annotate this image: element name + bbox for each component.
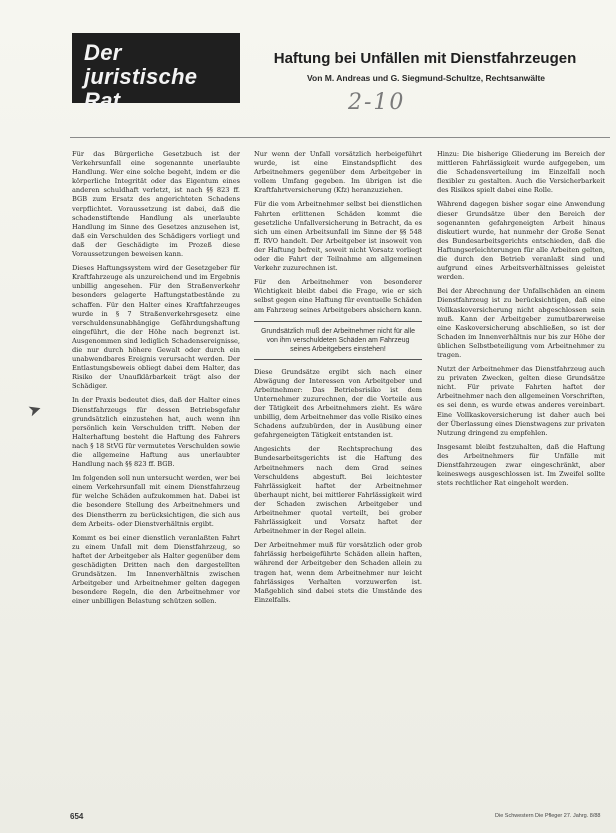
column-1: [72, 150, 240, 810]
paragraph: Dieses Haftungssystem wird der Gesetzgeber für Kraftfahrzeuge als unzureichend und im Ergebnis unbillig angesehen. Für den Straßenverkehr besonders gelagerte Haftungstatbestände zu schaffen. Für den Halter eines Kraftfahrzeuges wurde in § 7 Straßenverkehrsgesetz eine verschuldensunabhängige Gefährdungshaftung eingeführt, die der Höhe nach begrenzt ist. Ausgenommen sind lediglich Schadensereignisse, die nur durch höhere Gewalt oder durch ein unabwendbares Ereignis verursacht werden. Der Entlastungsbeweis obliegt dabei dem Halter, das Risiko der Unaufklärbarkeit trägt also der Schädiger.: [72, 264, 240, 391]
pull-quote: [254, 321, 422, 360]
column-3: [437, 150, 605, 810]
paragraph: Nutzt der Arbeitnehmer das Dienstfahrzeug auch zu privaten Zwecken, gelten diese Grundsätze nicht. Für private Fahrten haftet der Arbeitnehmer nach den allgemeinen Vorschriften, es sei denn, es wurde etwas anderes vereinbart. Eine Vollkaskoversicherung ist daher auch bei der Überlassung eines Dienstwagens zur privaten Nutzung dringend zu empfehlen.: [437, 365, 605, 437]
paragraph: Insgesamt bleibt festzuhalten, daß die Haftung des Arbeitnehmers für Unfälle mit Dienstfahrzeugen zwar eingeschränkt, aber keineswegs ausgeschlossen ist. Im Zweifel sollte stets rechtlicher Rat eingeholt werden.: [437, 442, 605, 488]
pull-quote-text: Grundsätzlich muß der Arbeitnehmer nicht für alle von ihm verschuldeten Schäden am Fahrzeug seines Arbeitgebers einstehen!: [260, 327, 416, 353]
paragraph: Angesichts der Rechtsprechung des Bundesarbeitsgerichts ist die Haftung des Arbeitnehmers nach dem Grad seines Verschuldens abgestuft. Bei leichtester Fahrlässigkeit haftet der Arbeitnehmer überhaupt nicht, bei mittlerer Fahrlässigkeit wird der Schaden zwischen Arbeitgeber und Arbeitnehmer quotal verteilt, bei grober Fahrlässigkeit und Vorsatz haftet der Arbeitnehmer in der Regel allein.: [254, 445, 422, 536]
column-2: [254, 150, 422, 810]
article-byline: Von M. Andreas und G. Siegmund-Schultze, Rechtsanwälte: [306, 73, 546, 83]
paragraph: Nur wenn der Unfall vorsätzlich herbeigeführt wurde, ist eine Einstandspflicht des Arbeitnehmers gegenüber dem Arbeitgeber in vollem Umfang gegeben. Im übrigen ist die Kraftfahrtversicherung (Kfz) heranzuziehen.: [254, 150, 422, 195]
handwritten-note: 2-10: [348, 90, 406, 115]
article-title: Haftung bei Unfällen mit Dienstfahrzeugen: [273, 50, 577, 67]
paragraph: In der Praxis bedeutet dies, daß der Halter eines Dienstfahrzeugs für dessen Betriebsgefahr grundsätzlich einzustehen hat, auch wenn ihn persönlich kein Verschulden trifft. Neben der Halterhaftung besteht die Haftung des Fahrers nach § 18 StVG für vermutetes Verschulden sowie die allgemeine Haftung aus unerlaubter Handlung nach §§ 823 ff. BGB.: [72, 396, 240, 469]
section-badge: [72, 33, 240, 113]
paragraph: Im folgenden soll nun untersucht werden, wer bei einem Verkehrsunfall mit einem Dienstfahrzeug für welche Schäden aufzukommen hat. Dabei ist die besondere Stellung des Arbeitnehmers und des Dienstherrn zu berücksichtigen, die sich aus dem Arbeits- oder Dienstverhältnis ergibt.: [72, 474, 240, 528]
paragraph: Für die vom Arbeitnehmer selbst bei dienstlichen Fahrten erlittenen Schäden kommt die gesetzliche Unfallversicherung in Betracht, da es sich um einen Arbeitsunfall im Sinne der §§ 548 ff. RVO handelt. Der Arbeitgeber ist insoweit von der Haftung befreit, soweit nicht Vorsatz vorliegt oder die Fahrt der Teilnahme am allgemeinen Verkehr zuzurechnen ist.: [254, 200, 422, 273]
paragraph: Bei der Abrechnung der Unfallschäden an einem Dienstfahrzeug ist zu berücksichtigen, daß eine Vollkaskoversicherung nicht abgeschlossen sein muß. Kann der Arbeitgeber zumutbarerweise eine Kaskoversicherung abschließen, so ist der Schaden im Innenverhältnis nur bis zur Höhe der üblichen Selbstbeteiligung vom Arbeitnehmer zu tragen.: [437, 287, 605, 359]
paragraph: Kommt es bei einer dienstlich veranlaßten Fahrt zu einem Unfall mit dem Dienstfahrzeug, so haftet der Arbeitgeber als Halter gegenüber dem geschädigten Dritten nach den dargestellten Grundsätzen. Im Innenverhältnis zwischen Arbeitgeber und Arbeitnehmer gelten dagegen besondere Regeln, die den Arbeitnehmer vor einer unbilligen Belastung schützen sollen.: [72, 533, 240, 606]
paragraph: Für das Bürgerliche Gesetzbuch ist der Verkehrsunfall eine sogenannte unerlaubte Handlung. Wer eine solche begeht, indem er die körperliche Integrität oder das Eigentum eines anderen schuldhaft verletzt, ist nach §§ 823 ff. BGB zum Ersatz des angerichteten Schadens verpflichtet. Voraussetzung ist dabei, daß die schadenstiftende Handlung als unerlaubte Handlung im Sinne des Gesetzes anzusehen ist, daß ein Verschulden des Schädigers vorliegt und daß der Geschädigte im Prozeß diese Voraussetzungen beweisen kann.: [72, 150, 240, 259]
publication-footer: Die Schwestern Die Pfleger 27. Jahrg. 8/88: [495, 813, 601, 819]
paragraph: Für den Arbeitnehmer von besonderer Wichtigkeit bleibt dabei die Frage, wie er sich selbst gegen eine Haftung für eventuelle Schäden am Fahrzeug seines Arbeitgebers absichern kann.: [254, 278, 422, 314]
margin-arrow-icon: ➤: [25, 398, 45, 421]
page-number: 654: [70, 812, 84, 821]
badge-line-2: juristische Rat: [84, 64, 198, 113]
paragraph: Hinzu: Die bisherige Gliederung im Bereich der mittleren Fahrlässigkeit wurde aufgegeben, um die Schadensverteilung im Einzelfall noch flexibler zu gestalten. Auch die Versicherbarkeit des Risikos spielt dabei eine Rolle.: [437, 150, 605, 195]
header-divider: [70, 137, 610, 138]
paragraph: Diese Grundsätze ergibt sich nach einer Abwägung der Interessen von Arbeitgeber und Arbeitnehmer: Das Betriebsrisiko ist dem Unternehmer zuzurechnen, der die Vorteile aus der Tätigkeit des Arbeitnehmers zieht. Es wäre unbillig, dem Arbeitnehmer das volle Risiko eines Schadens aufzubürden, der in Ausübung einer gefahrgeneigten Tätigkeit entstanden ist.: [254, 367, 422, 440]
paragraph: Während dagegen bisher sogar eine Anwendung dieser Grundsätze über den Bereich der sogenannten gefahrgeneigten Arbeit hinaus diskutiert wurde, hat nunmehr der Große Senat des Bundesarbeitsgerichts entschieden, daß die Haftungserleichterungen für alle Arbeiten gelten, die durch den Betrieb veranlaßt sind und aufgrund eines Arbeitsverhältnisses geleistet werden.: [437, 200, 605, 282]
paragraph: Der Arbeitnehmer muß für vorsätzlich oder grob fahrlässig herbeigeführte Schäden allein haften, während der Arbeitgeber den Schaden allein zu tragen hat, wenn dem Arbeitnehmer nur leicht fahrlässiges Verhalten vorzuwerfen ist. Maßgeblich sind dabei stets die Umstände des Einzelfalls.: [254, 541, 422, 604]
badge-line-1: Der: [84, 40, 122, 65]
